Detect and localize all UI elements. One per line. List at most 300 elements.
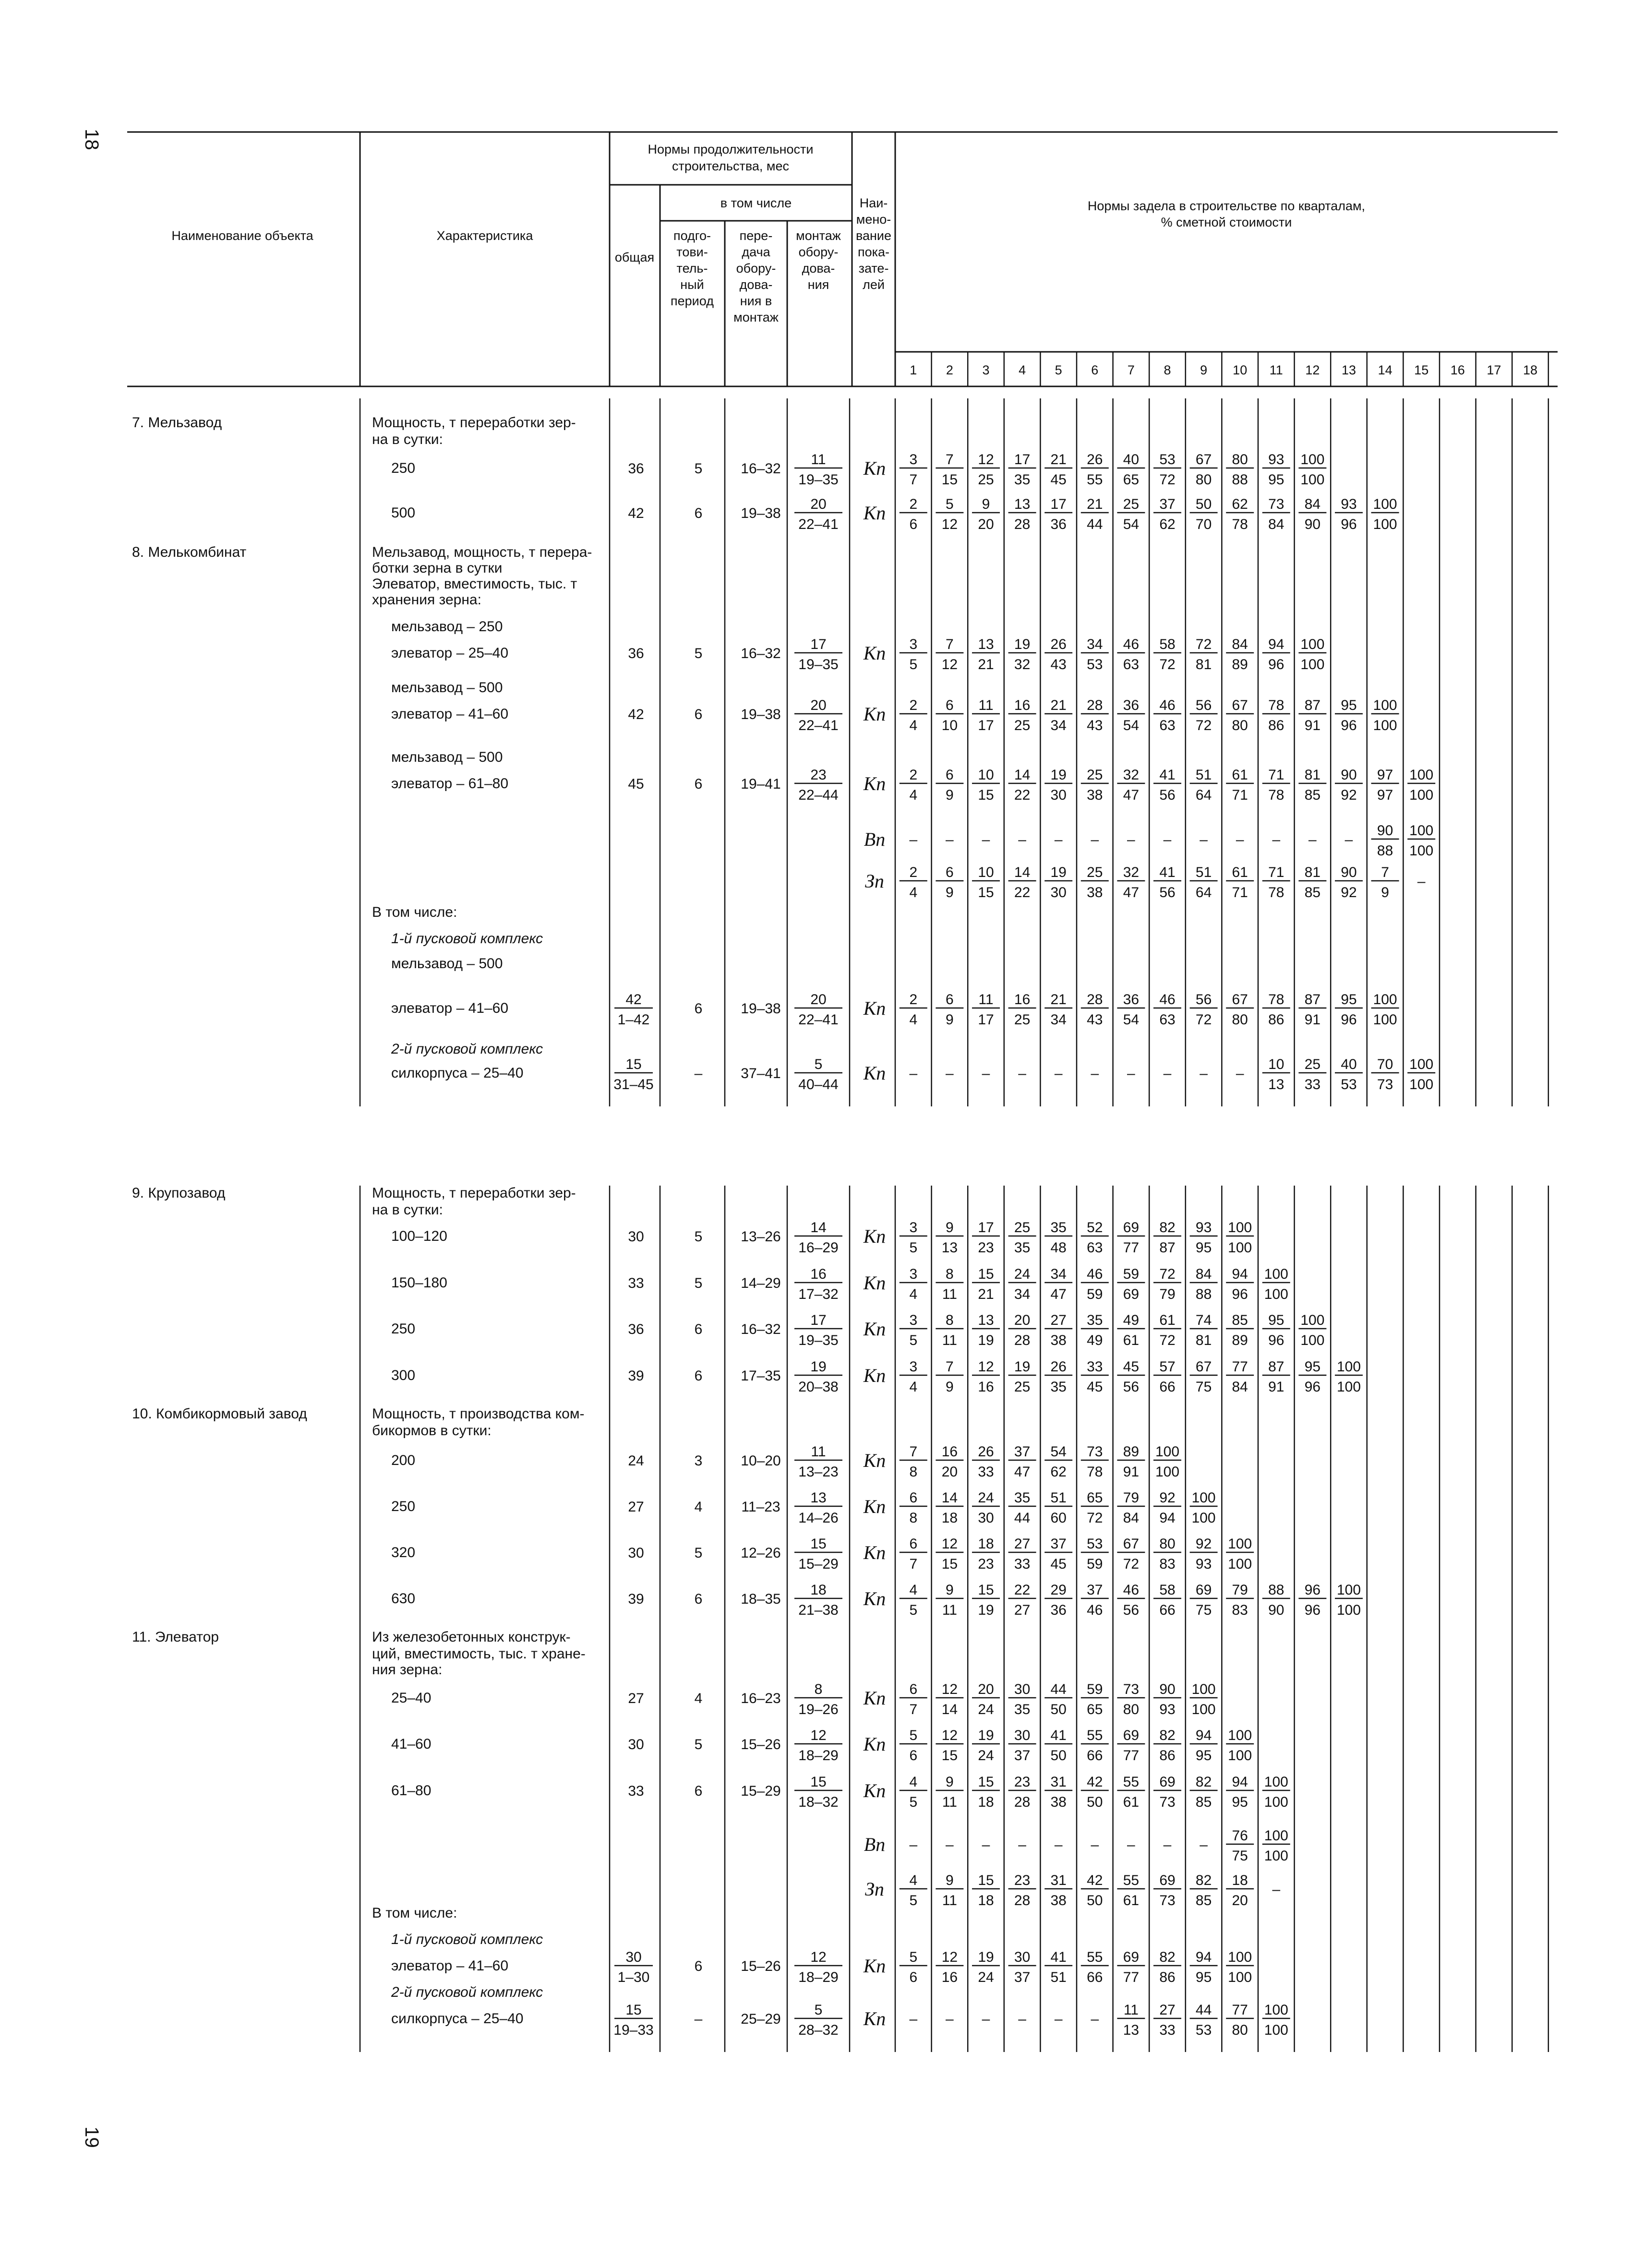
mounting-period-numerator: 8 bbox=[814, 1681, 823, 1697]
quarter-5-norm-numerator: 21 bbox=[1050, 452, 1067, 468]
quarter-3-norm-value: – bbox=[982, 2011, 990, 2027]
quarter-13-norm-numerator: 100 bbox=[1336, 1582, 1361, 1598]
quarter-10-norm-denominator: 84 bbox=[1232, 1379, 1248, 1395]
transfer-period: 37–41 bbox=[741, 1066, 781, 1081]
quarter-5-norm-denominator: 50 bbox=[1050, 1748, 1067, 1764]
indicator-symbol: Кп bbox=[863, 1496, 886, 1517]
quarter-11-norm-numerator: 100 bbox=[1264, 1828, 1288, 1844]
mounting-period-numerator: 12 bbox=[810, 1728, 827, 1743]
quarter-13-norm-numerator: 90 bbox=[1341, 864, 1357, 880]
quarter-6-norm-denominator: 65 bbox=[1087, 1702, 1103, 1717]
quarter-2-norm-denominator: 11 bbox=[942, 1332, 957, 1348]
quarter-8-norm-denominator: 73 bbox=[1159, 1893, 1176, 1908]
quarter-10-norm-numerator: 94 bbox=[1232, 1774, 1248, 1790]
quarter-6-norm-denominator: 63 bbox=[1087, 1240, 1103, 1256]
quarter-3-norm-numerator: 24 bbox=[978, 1490, 994, 1506]
quarter-8-norm-value: – bbox=[1163, 1066, 1172, 1081]
quarter-5-norm-numerator: 27 bbox=[1050, 1312, 1067, 1328]
quarter-1-norm-denominator: 4 bbox=[909, 1379, 918, 1395]
quarter-2-norm-value: – bbox=[946, 2011, 954, 2027]
quarter-6-norm-denominator: 66 bbox=[1087, 1969, 1103, 1985]
quarter-7-norm-numerator: 59 bbox=[1123, 1266, 1140, 1282]
quarter-11-norm-numerator: 71 bbox=[1268, 767, 1284, 783]
prep-period: 6 bbox=[694, 1958, 703, 1974]
quarter-3-norm-numerator: 11 bbox=[978, 697, 994, 713]
quarter-14-norm-numerator: 90 bbox=[1377, 823, 1393, 839]
quarter-8-norm-numerator: 37 bbox=[1159, 496, 1176, 512]
quarter-9-norm-numerator: 72 bbox=[1195, 636, 1212, 652]
mounting-period-numerator: 17 bbox=[810, 636, 827, 652]
quarter-1-norm-numerator: 3 bbox=[909, 1312, 918, 1328]
quarter-7-norm-denominator: 77 bbox=[1123, 1240, 1140, 1256]
quarter-13-norm-numerator: 90 bbox=[1341, 767, 1357, 783]
quarter-2-norm-denominator: 14 bbox=[941, 1702, 958, 1717]
quarter-4-norm-value: – bbox=[1018, 1066, 1026, 1081]
quarter-11-norm-denominator: 96 bbox=[1268, 657, 1284, 672]
quarter-1-norm-denominator: 4 bbox=[909, 787, 918, 803]
quarter-1-norm-numerator: 6 bbox=[909, 1681, 918, 1697]
mounting-period-numerator: 19 bbox=[810, 1359, 827, 1375]
quarter-9-norm-denominator: 88 bbox=[1195, 1286, 1212, 1302]
header-transfer: дова- bbox=[739, 277, 773, 292]
quarter-5-norm-denominator: 45 bbox=[1050, 472, 1067, 488]
quarter-8-norm-numerator: 69 bbox=[1159, 1774, 1176, 1790]
quarter-5-norm-denominator: 62 bbox=[1050, 1464, 1067, 1480]
quarter-12-norm-denominator: 91 bbox=[1304, 718, 1321, 733]
quarter-7-norm-numerator: 46 bbox=[1123, 636, 1140, 652]
quarter-10-norm-denominator: 20 bbox=[1232, 1893, 1248, 1908]
quarter-5-norm-denominator: 38 bbox=[1050, 1332, 1067, 1348]
quarter-1-norm-denominator: 5 bbox=[909, 657, 918, 672]
quarter-1-norm-numerator: 2 bbox=[909, 864, 918, 880]
object-name: 8. Мелькомбинат bbox=[132, 544, 247, 560]
quarter-4-norm-numerator: 20 bbox=[1014, 1312, 1031, 1328]
quarter-4-norm-numerator: 19 bbox=[1014, 636, 1031, 652]
quarter-6-norm-denominator: 38 bbox=[1087, 885, 1103, 900]
quarter-10-norm-denominator: 89 bbox=[1232, 657, 1248, 672]
quarter-7-norm-denominator: 91 bbox=[1123, 1464, 1140, 1480]
quarter-6-norm-value: – bbox=[1091, 1066, 1099, 1081]
quarter-2-norm-numerator: 6 bbox=[946, 697, 954, 713]
quarter-7-norm-numerator: 45 bbox=[1123, 1359, 1140, 1375]
quarter-3-norm-denominator: 19 bbox=[978, 1332, 994, 1348]
quarter-8-norm-numerator: 58 bbox=[1159, 1582, 1176, 1598]
quarter-2-norm-denominator: 15 bbox=[941, 1748, 958, 1764]
quarter-5-norm-denominator: 43 bbox=[1050, 657, 1067, 672]
quarter-3-norm-value: – bbox=[982, 1837, 990, 1853]
quarter-6-norm-numerator: 34 bbox=[1087, 636, 1103, 652]
quarter-5-norm-numerator: 41 bbox=[1050, 1949, 1067, 1965]
quarter-10-norm-denominator: 75 bbox=[1232, 1848, 1248, 1864]
mounting-period-numerator: 5 bbox=[814, 1056, 823, 1072]
quarter-6-norm-value: – bbox=[1091, 1837, 1099, 1853]
quarter-11-norm-numerator: 10 bbox=[1268, 1056, 1284, 1072]
quarter-6-norm-numerator: 35 bbox=[1087, 1312, 1103, 1328]
quarter-1-norm-numerator: 3 bbox=[909, 1220, 918, 1236]
total-duration-denominator: 1–30 bbox=[617, 1969, 650, 1985]
quarter-4-norm-denominator: 35 bbox=[1014, 472, 1031, 488]
mounting-period-numerator: 15 bbox=[810, 1774, 827, 1790]
quarter-8-norm-numerator: 46 bbox=[1159, 992, 1176, 1008]
quarter-14-norm-denominator: 97 bbox=[1377, 787, 1393, 803]
quarter-1-norm-denominator: 5 bbox=[909, 1893, 918, 1908]
quarter-5-norm-value: – bbox=[1054, 2011, 1063, 2027]
quarter-number-14: 14 bbox=[1378, 363, 1392, 377]
quarter-12-norm-numerator: 87 bbox=[1304, 992, 1321, 1008]
indicator-symbol: Вп bbox=[864, 1834, 886, 1855]
quarter-6-norm-denominator: 38 bbox=[1087, 787, 1103, 803]
quarter-1-norm-numerator: 2 bbox=[909, 992, 918, 1008]
quarter-14-norm-denominator: 73 bbox=[1377, 1077, 1393, 1092]
quarter-8-norm-denominator: 66 bbox=[1159, 1602, 1176, 1618]
quarter-2-norm-numerator: 14 bbox=[941, 1490, 958, 1506]
quarter-13-norm-denominator: 92 bbox=[1341, 787, 1357, 803]
quarter-12-norm-denominator: 100 bbox=[1300, 657, 1325, 672]
quarter-6-norm-denominator: 45 bbox=[1087, 1379, 1103, 1395]
characteristic-text: 630 bbox=[391, 1591, 416, 1607]
total-duration: 36 bbox=[628, 461, 644, 477]
quarter-6-norm-denominator: 72 bbox=[1087, 1510, 1103, 1526]
quarter-1-norm-denominator: 7 bbox=[909, 1556, 918, 1572]
quarter-8-norm-denominator: 62 bbox=[1159, 516, 1176, 532]
quarter-4-norm-numerator: 16 bbox=[1014, 992, 1031, 1008]
header-mounting: обору- bbox=[798, 245, 839, 259]
quarter-3-norm-denominator: 17 bbox=[978, 718, 994, 733]
quarter-13-norm-numerator: 95 bbox=[1341, 992, 1357, 1008]
quarter-4-norm-value: – bbox=[1018, 832, 1026, 848]
quarter-13-norm-denominator: 53 bbox=[1341, 1077, 1357, 1092]
quarter-14-norm-numerator: 97 bbox=[1377, 767, 1393, 783]
indicator-symbol: Кп bbox=[863, 1687, 886, 1709]
quarter-2-norm-denominator: 10 bbox=[941, 718, 958, 733]
quarter-2-norm-denominator: 16 bbox=[941, 1969, 958, 1985]
quarter-9-norm-numerator: 100 bbox=[1191, 1681, 1216, 1697]
quarter-6-norm-denominator: 43 bbox=[1087, 718, 1103, 733]
quarter-7-norm-numerator: 49 bbox=[1123, 1312, 1140, 1328]
quarter-4-norm-numerator: 30 bbox=[1014, 1949, 1031, 1965]
quarter-12-norm-numerator: 81 bbox=[1304, 767, 1321, 783]
quarter-9-norm-denominator: 100 bbox=[1191, 1702, 1216, 1717]
quarter-6-norm-numerator: 42 bbox=[1087, 1872, 1103, 1888]
quarter-12-norm-denominator: 96 bbox=[1304, 1602, 1321, 1618]
indicator-symbol: Кп bbox=[863, 1450, 886, 1471]
quarter-7-norm-numerator: 79 bbox=[1123, 1490, 1140, 1506]
quarter-2-norm-denominator: 18 bbox=[941, 1510, 958, 1526]
quarter-15-norm-denominator: 100 bbox=[1409, 843, 1434, 859]
quarter-5-norm-numerator: 29 bbox=[1050, 1582, 1067, 1598]
quarter-number-1: 1 bbox=[910, 363, 917, 377]
quarter-3-norm-denominator: 20 bbox=[978, 516, 994, 532]
quarter-4-norm-numerator: 37 bbox=[1014, 1444, 1031, 1460]
quarter-9-norm-numerator: 67 bbox=[1195, 1359, 1212, 1375]
quarter-2-norm-denominator: 9 bbox=[946, 1379, 954, 1395]
quarter-6-norm-numerator: 28 bbox=[1087, 697, 1103, 713]
quarter-4-norm-numerator: 14 bbox=[1014, 767, 1031, 783]
quarter-2-norm-numerator: 6 bbox=[946, 992, 954, 1008]
quarter-5-norm-numerator: 44 bbox=[1050, 1681, 1067, 1697]
quarter-1-norm-numerator: 4 bbox=[909, 1582, 918, 1598]
header-backlog: Нормы задела в строительстве по кварталам, bbox=[1087, 199, 1366, 213]
mounting-period-numerator: 14 bbox=[810, 1220, 827, 1236]
quarter-8-norm-denominator: 94 bbox=[1159, 1510, 1176, 1526]
quarter-10-norm-denominator: 80 bbox=[1232, 1012, 1248, 1028]
total-duration: 24 bbox=[628, 1453, 644, 1469]
quarter-2-norm-numerator: 12 bbox=[941, 1728, 958, 1743]
indicator-symbol: Кп bbox=[863, 1225, 886, 1247]
mounting-period-denominator: 18–29 bbox=[798, 1748, 839, 1764]
quarter-number-11: 11 bbox=[1269, 363, 1283, 377]
quarter-1-norm-numerator: 2 bbox=[909, 496, 918, 512]
quarter-10-norm-numerator: 76 bbox=[1232, 1828, 1248, 1844]
quarter-12-norm-denominator: 90 bbox=[1304, 516, 1321, 532]
quarter-3-norm-numerator: 12 bbox=[978, 452, 994, 468]
quarter-10-norm-numerator: 85 bbox=[1232, 1312, 1248, 1328]
indicator-symbol: Кп bbox=[863, 997, 886, 1019]
quarter-9-norm-numerator: 94 bbox=[1195, 1728, 1212, 1743]
quarter-7-norm-denominator: 77 bbox=[1123, 1748, 1140, 1764]
transfer-period: 15–26 bbox=[741, 1737, 781, 1752]
quarter-8-norm-numerator: 72 bbox=[1159, 1266, 1176, 1282]
total-duration: 39 bbox=[628, 1591, 644, 1607]
indicator-symbol: Кп bbox=[863, 642, 886, 664]
quarter-3-norm-denominator: 24 bbox=[978, 1748, 994, 1764]
quarter-14-norm-numerator: 7 bbox=[1381, 864, 1389, 880]
quarter-4-norm-numerator: 13 bbox=[1014, 496, 1031, 512]
quarter-1-norm-numerator: 2 bbox=[909, 697, 918, 713]
quarter-9-norm-denominator: 75 bbox=[1195, 1602, 1212, 1618]
quarter-10-norm-denominator: 78 bbox=[1232, 516, 1248, 532]
quarter-5-norm-denominator: 30 bbox=[1050, 787, 1067, 803]
quarter-4-norm-numerator: 16 bbox=[1014, 697, 1031, 713]
mounting-period-numerator: 17 bbox=[810, 1312, 827, 1328]
characteristic-text: Мощность, т переработки зер- bbox=[372, 415, 576, 431]
quarter-8-norm-denominator: 33 bbox=[1159, 2022, 1176, 2038]
prep-period: 5 bbox=[694, 1275, 703, 1291]
characteristic-text: элеватор – 41–60 bbox=[391, 1000, 509, 1016]
quarter-3-norm-denominator: 21 bbox=[978, 1286, 994, 1302]
quarter-number-2: 2 bbox=[946, 363, 953, 377]
quarter-7-norm-numerator: 36 bbox=[1123, 697, 1140, 713]
quarter-9-norm-value: – bbox=[1200, 832, 1208, 848]
quarter-10-norm-numerator: 61 bbox=[1232, 767, 1248, 783]
total-duration: 27 bbox=[628, 1499, 644, 1515]
quarter-4-norm-denominator: 28 bbox=[1014, 1893, 1031, 1908]
header-indicator: мено- bbox=[856, 212, 891, 227]
table-section-plants bbox=[132, 1185, 1548, 2052]
header-name-col: Наименование объекта bbox=[171, 228, 313, 243]
quarter-13-norm-denominator: 96 bbox=[1341, 1012, 1357, 1028]
quarter-8-norm-numerator: 27 bbox=[1159, 2002, 1176, 2018]
prep-period: – bbox=[694, 2011, 703, 2027]
quarter-9-norm-numerator: 92 bbox=[1195, 1536, 1212, 1552]
quarter-4-norm-numerator: 24 bbox=[1014, 1266, 1031, 1282]
quarter-10-norm-value: – bbox=[1236, 832, 1244, 848]
quarter-10-norm-denominator: 71 bbox=[1232, 885, 1248, 900]
table-section-mills bbox=[132, 398, 1548, 1106]
characteristic-text: 200 bbox=[391, 1452, 416, 1468]
quarter-4-norm-denominator: 28 bbox=[1014, 1794, 1031, 1810]
quarter-11-norm-denominator: 100 bbox=[1264, 1794, 1288, 1810]
quarter-5-norm-denominator: 34 bbox=[1050, 718, 1067, 733]
quarter-2-norm-denominator: 15 bbox=[941, 1556, 958, 1572]
prep-period: 6 bbox=[694, 1321, 703, 1337]
quarter-2-norm-denominator: 15 bbox=[941, 472, 958, 488]
quarter-7-norm-denominator: 13 bbox=[1123, 2022, 1140, 2038]
total-duration: 30 bbox=[628, 1737, 644, 1752]
quarter-1-norm-denominator: 5 bbox=[909, 1602, 918, 1618]
prep-period: 6 bbox=[694, 1368, 703, 1384]
quarter-3-norm-denominator: 19 bbox=[978, 1602, 994, 1618]
quarter-14-norm-numerator: 100 bbox=[1373, 992, 1397, 1008]
quarter-1-norm-denominator: 8 bbox=[909, 1510, 918, 1526]
quarter-4-norm-numerator: 27 bbox=[1014, 1536, 1031, 1552]
header-transfer: пере- bbox=[739, 228, 773, 243]
quarter-6-norm-numerator: 28 bbox=[1087, 992, 1103, 1008]
quarter-8-norm-denominator: 56 bbox=[1159, 885, 1176, 900]
quarter-10-norm-numerator: 61 bbox=[1232, 864, 1248, 880]
quarter-10-norm-denominator: 83 bbox=[1232, 1602, 1248, 1618]
quarter-7-norm-numerator: 36 bbox=[1123, 992, 1140, 1008]
quarter-6-norm-numerator: 65 bbox=[1087, 1490, 1103, 1506]
quarter-2-norm-numerator: 5 bbox=[946, 496, 954, 512]
quarter-10-norm-numerator: 100 bbox=[1228, 1220, 1252, 1236]
quarter-5-norm-numerator: 41 bbox=[1050, 1728, 1067, 1743]
quarter-12-norm-denominator: 33 bbox=[1304, 1077, 1321, 1092]
quarter-1-norm-denominator: 6 bbox=[909, 516, 918, 532]
indicator-symbol: Кп bbox=[863, 1272, 886, 1294]
total-duration: 36 bbox=[628, 646, 644, 661]
transfer-period: 19–41 bbox=[741, 776, 781, 792]
indicator-symbol: Вп bbox=[864, 828, 886, 850]
quarter-13-norm-denominator: 100 bbox=[1336, 1379, 1361, 1395]
quarter-1-norm-numerator: 3 bbox=[909, 1359, 918, 1375]
quarter-3-norm-denominator: 17 bbox=[978, 1012, 994, 1028]
quarter-9-norm-denominator: 72 bbox=[1195, 718, 1212, 733]
quarter-2-norm-numerator: 16 bbox=[941, 1444, 958, 1460]
quarter-12-norm-numerator: 96 bbox=[1304, 1582, 1321, 1598]
characteristic-text: 250 bbox=[391, 1499, 416, 1514]
quarter-4-norm-numerator: 30 bbox=[1014, 1728, 1031, 1743]
quarter-3-norm-denominator: 18 bbox=[978, 1893, 994, 1908]
quarter-7-norm-denominator: 54 bbox=[1123, 516, 1140, 532]
quarter-4-norm-numerator: 35 bbox=[1014, 1490, 1031, 1506]
quarter-6-norm-numerator: 37 bbox=[1087, 1582, 1103, 1598]
quarter-6-norm-numerator: 42 bbox=[1087, 1774, 1103, 1790]
object-name: 7. Мельзавод bbox=[132, 415, 222, 431]
quarter-11-norm-numerator: 100 bbox=[1264, 1774, 1288, 1790]
quarter-6-norm-denominator: 50 bbox=[1087, 1893, 1103, 1908]
characteristic-text: элеватор – 41–60 bbox=[391, 1958, 509, 1974]
quarter-6-norm-denominator: 44 bbox=[1087, 516, 1103, 532]
quarter-3-norm-numerator: 15 bbox=[978, 1872, 994, 1888]
quarter-2-norm-denominator: 11 bbox=[942, 1602, 957, 1618]
characteristic-text: ций, вместимость, тыс. т хране- bbox=[372, 1646, 586, 1662]
quarter-11-norm-value: – bbox=[1272, 832, 1281, 848]
quarter-12-norm-numerator: 95 bbox=[1304, 1359, 1321, 1375]
quarter-4-norm-denominator: 37 bbox=[1014, 1969, 1031, 1985]
quarter-11-norm-denominator: 100 bbox=[1264, 1286, 1288, 1302]
quarter-1-norm-denominator: 4 bbox=[909, 1012, 918, 1028]
quarter-4-norm-denominator: 27 bbox=[1014, 1602, 1031, 1618]
quarter-2-norm-numerator: 6 bbox=[946, 767, 954, 783]
quarter-11-norm-numerator: 78 bbox=[1268, 697, 1284, 713]
quarter-8-norm-numerator: 58 bbox=[1159, 636, 1176, 652]
indicator-symbol: Кп bbox=[863, 773, 886, 794]
quarter-8-norm-denominator: 72 bbox=[1159, 657, 1176, 672]
quarter-5-norm-denominator: 36 bbox=[1050, 516, 1067, 532]
quarter-4-norm-denominator: 25 bbox=[1014, 1379, 1031, 1395]
quarter-9-norm-numerator: 51 bbox=[1195, 864, 1212, 880]
quarter-2-norm-denominator: 13 bbox=[941, 1240, 958, 1256]
quarter-10-norm-numerator: 77 bbox=[1232, 1359, 1248, 1375]
quarter-5-norm-denominator: 48 bbox=[1050, 1240, 1067, 1256]
total-duration: 42 bbox=[628, 707, 644, 722]
quarter-8-norm-numerator: 69 bbox=[1159, 1872, 1176, 1888]
quarter-5-norm-numerator: 17 bbox=[1050, 496, 1067, 512]
quarter-8-norm-denominator: 86 bbox=[1159, 1969, 1176, 1985]
quarter-6-norm-numerator: 55 bbox=[1087, 1728, 1103, 1743]
quarter-11-norm-denominator: 84 bbox=[1268, 516, 1284, 532]
indicator-symbol: Кп bbox=[863, 1588, 886, 1609]
indicator-symbol: Зп bbox=[865, 870, 884, 892]
quarter-4-norm-denominator: 25 bbox=[1014, 1012, 1031, 1028]
header-prep-period: подго- bbox=[673, 228, 711, 243]
quarter-3-norm-numerator: 26 bbox=[978, 1444, 994, 1460]
quarter-7-norm-denominator: 47 bbox=[1123, 885, 1140, 900]
header-mounting: ния bbox=[807, 277, 829, 292]
header-char-col: Характеристика bbox=[436, 228, 533, 243]
characteristic-text: мельзавод – 500 bbox=[391, 749, 503, 765]
quarter-5-norm-denominator: 38 bbox=[1050, 1893, 1067, 1908]
indicator-symbol: Кп bbox=[863, 457, 886, 479]
indicator-symbol: Кп bbox=[863, 1365, 886, 1386]
characteristic-text: 61–80 bbox=[391, 1783, 432, 1799]
quarter-15-norm-numerator: 100 bbox=[1409, 767, 1434, 783]
quarter-11-norm-numerator: 87 bbox=[1268, 1359, 1284, 1375]
transfer-period: 25–29 bbox=[741, 2011, 781, 2027]
transfer-period: 16–32 bbox=[741, 646, 781, 661]
characteristic-text: Из железобетонных конструк- bbox=[372, 1629, 571, 1645]
mounting-period-denominator: 40–44 bbox=[798, 1077, 839, 1092]
quarter-5-norm-denominator: 50 bbox=[1050, 1702, 1067, 1717]
header-prep-period: период bbox=[671, 294, 714, 308]
quarter-8-norm-denominator: 87 bbox=[1159, 1240, 1176, 1256]
mounting-period-numerator: 11 bbox=[811, 1444, 826, 1460]
quarter-1-norm-denominator: 8 bbox=[909, 1464, 918, 1480]
header-total: общая bbox=[614, 250, 655, 264]
total-duration-numerator: 15 bbox=[625, 2002, 642, 2018]
quarter-5-norm-value: – bbox=[1054, 1837, 1063, 1853]
quarter-11-norm-denominator: 78 bbox=[1268, 885, 1284, 900]
quarter-5-norm-denominator: 51 bbox=[1050, 1969, 1067, 1985]
total-duration-numerator: 30 bbox=[625, 1949, 642, 1965]
quarter-3-norm-denominator: 24 bbox=[978, 1969, 994, 1985]
quarter-1-norm-denominator: 4 bbox=[909, 1286, 918, 1302]
header-backlog: % сметной стоимости bbox=[1161, 215, 1292, 229]
quarter-2-norm-numerator: 7 bbox=[946, 452, 954, 468]
indicator-symbol: Кп bbox=[863, 1318, 886, 1340]
characteristic-text: бикормов в сутки: bbox=[372, 1423, 492, 1439]
quarter-8-norm-numerator: 82 bbox=[1159, 1728, 1176, 1743]
table-header bbox=[127, 132, 1558, 386]
indicator-symbol: Кп bbox=[863, 1955, 886, 1977]
quarter-5-norm-denominator: 36 bbox=[1050, 1602, 1067, 1618]
header-including: в том числе bbox=[720, 196, 792, 210]
quarter-10-norm-denominator: 80 bbox=[1232, 2022, 1248, 2038]
quarter-10-norm-numerator: 67 bbox=[1232, 697, 1248, 713]
quarter-15-norm-value: – bbox=[1417, 874, 1426, 889]
quarter-6-norm-denominator: 59 bbox=[1087, 1286, 1103, 1302]
